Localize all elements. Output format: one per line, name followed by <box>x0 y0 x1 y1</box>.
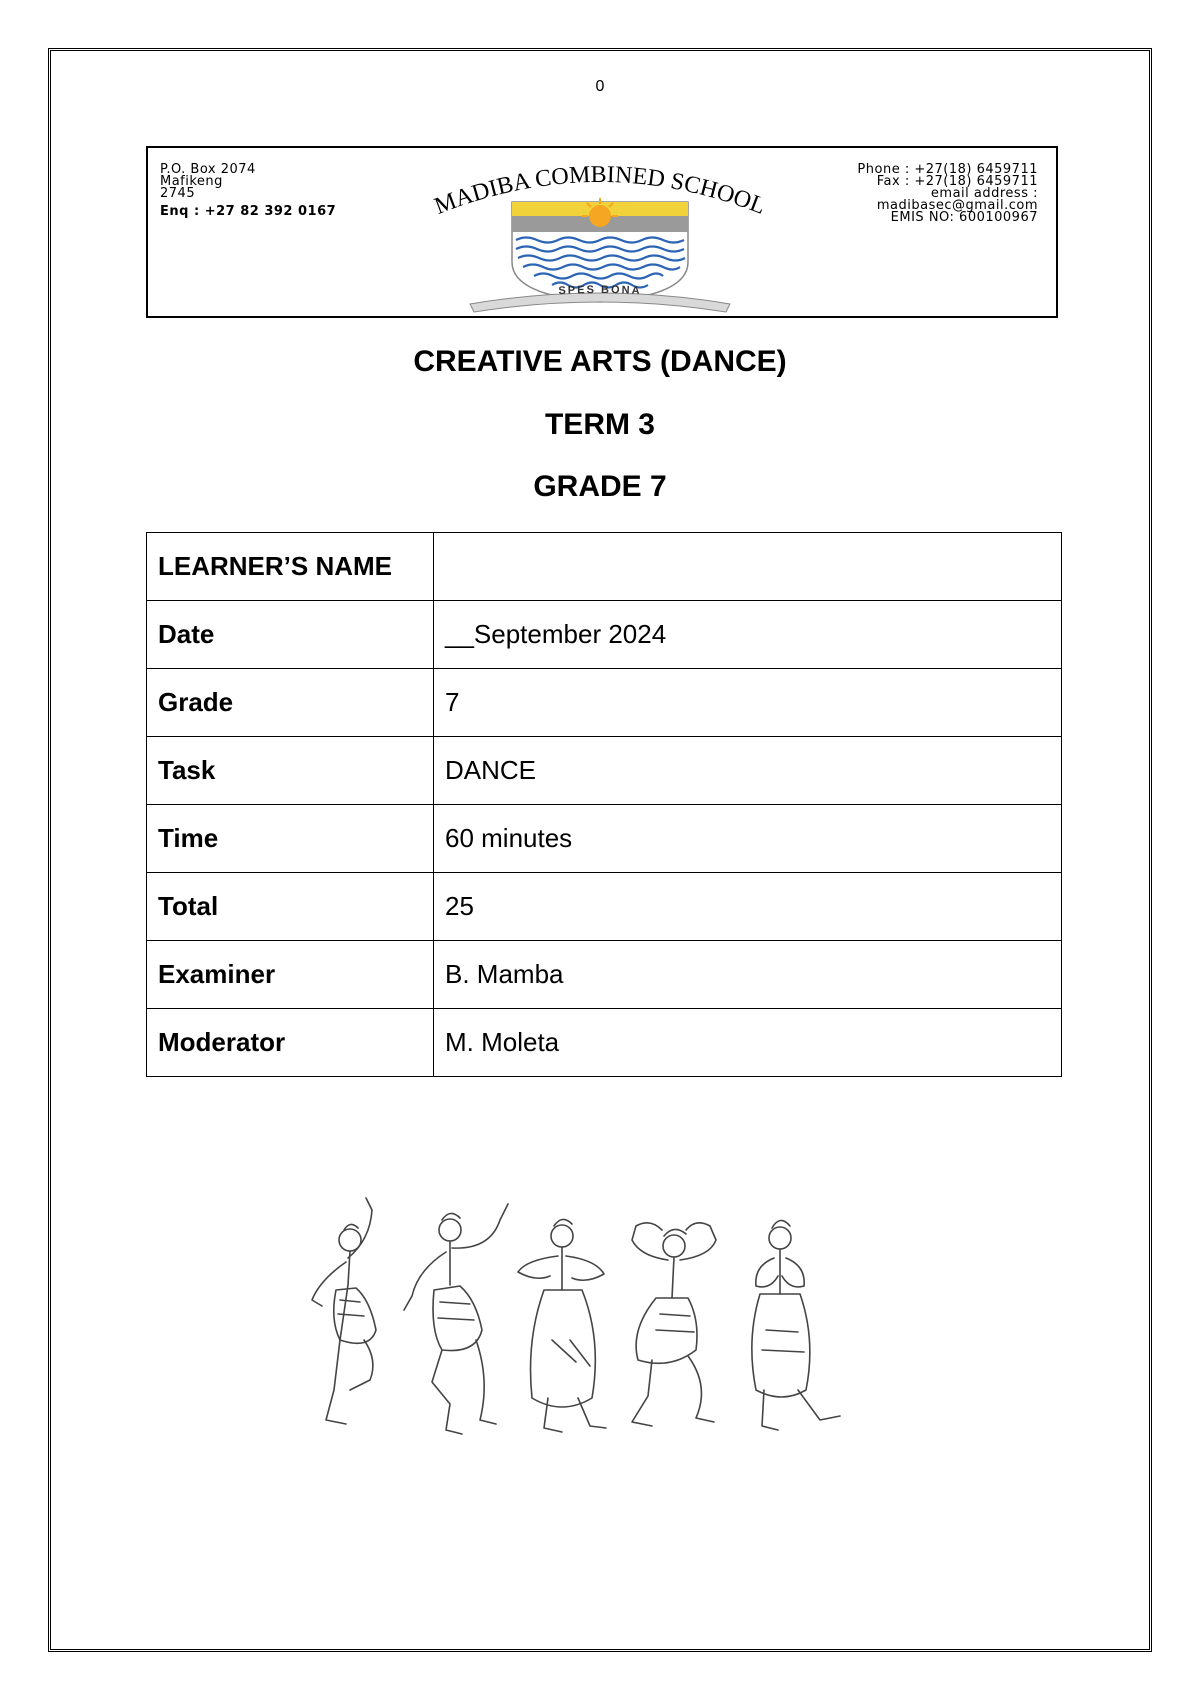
school-address <box>160 164 336 218</box>
row-label: Date <box>147 601 434 669</box>
row-value: 7 <box>434 669 1062 737</box>
row-label: Moderator <box>147 1009 434 1077</box>
address-line: P.O. Box 2074 <box>160 162 256 177</box>
school-contact-details <box>857 164 1038 224</box>
dancers-illustration <box>300 1190 920 1460</box>
table-row <box>147 533 1062 601</box>
table-row <box>147 1009 1062 1077</box>
school-crest-logo <box>410 154 790 314</box>
contact-line: email address : <box>930 186 1038 201</box>
subject-title: CREATIVE ARTS (DANCE) <box>413 345 787 378</box>
dancer-figure <box>632 1223 716 1426</box>
svg-text:SPES BONA: SPES BONA <box>558 283 642 298</box>
table-row <box>147 941 1062 1009</box>
row-label: Time <box>147 805 434 873</box>
table-row <box>147 601 1062 669</box>
table-row <box>147 669 1062 737</box>
contact-line: Phone : +27(18) 6459711 <box>857 162 1038 177</box>
address-line: 2745 <box>160 186 196 201</box>
school-letterhead <box>146 146 1058 318</box>
svg-text:MADIBA COMBINED SCHOOL: MADIBA COMBINED SCHOOL <box>431 161 770 220</box>
row-label: Task <box>147 737 434 805</box>
row-value: B. Mamba <box>434 941 1062 1009</box>
row-label: Total <box>147 873 434 941</box>
row-label: LEARNER’S NAME <box>147 533 434 601</box>
address-line: Mafikeng <box>160 174 223 189</box>
learner-name-field[interactable] <box>434 533 1062 601</box>
dancer-figure <box>404 1204 508 1434</box>
dancer-figure <box>518 1219 606 1432</box>
term-title: TERM 3 <box>544 408 655 441</box>
contact-line: EMIS NO: 600100967 <box>890 210 1038 225</box>
table-row <box>147 737 1062 805</box>
dancer-figure <box>752 1220 840 1430</box>
contact-line: Fax : +27(18) 6459711 <box>876 174 1038 189</box>
row-value: DANCE <box>434 737 1062 805</box>
row-value: M. Moleta <box>434 1009 1062 1077</box>
row-value: __September 2024 <box>434 601 1062 669</box>
row-label: Grade <box>147 669 434 737</box>
page-number: 0 <box>595 78 605 95</box>
row-value: 60 minutes <box>434 805 1062 873</box>
dancer-figure <box>312 1198 376 1424</box>
row-label: Examiner <box>147 941 434 1009</box>
grade-title: GRADE 7 <box>533 470 667 503</box>
contact-line: madibasec@gmail.com <box>876 198 1038 213</box>
learner-info-table <box>146 532 1062 1077</box>
table-row <box>147 805 1062 873</box>
table-row <box>147 873 1062 941</box>
row-value: 25 <box>434 873 1062 941</box>
enquiries-number: Enq : +27 82 392 0167 <box>160 204 337 219</box>
